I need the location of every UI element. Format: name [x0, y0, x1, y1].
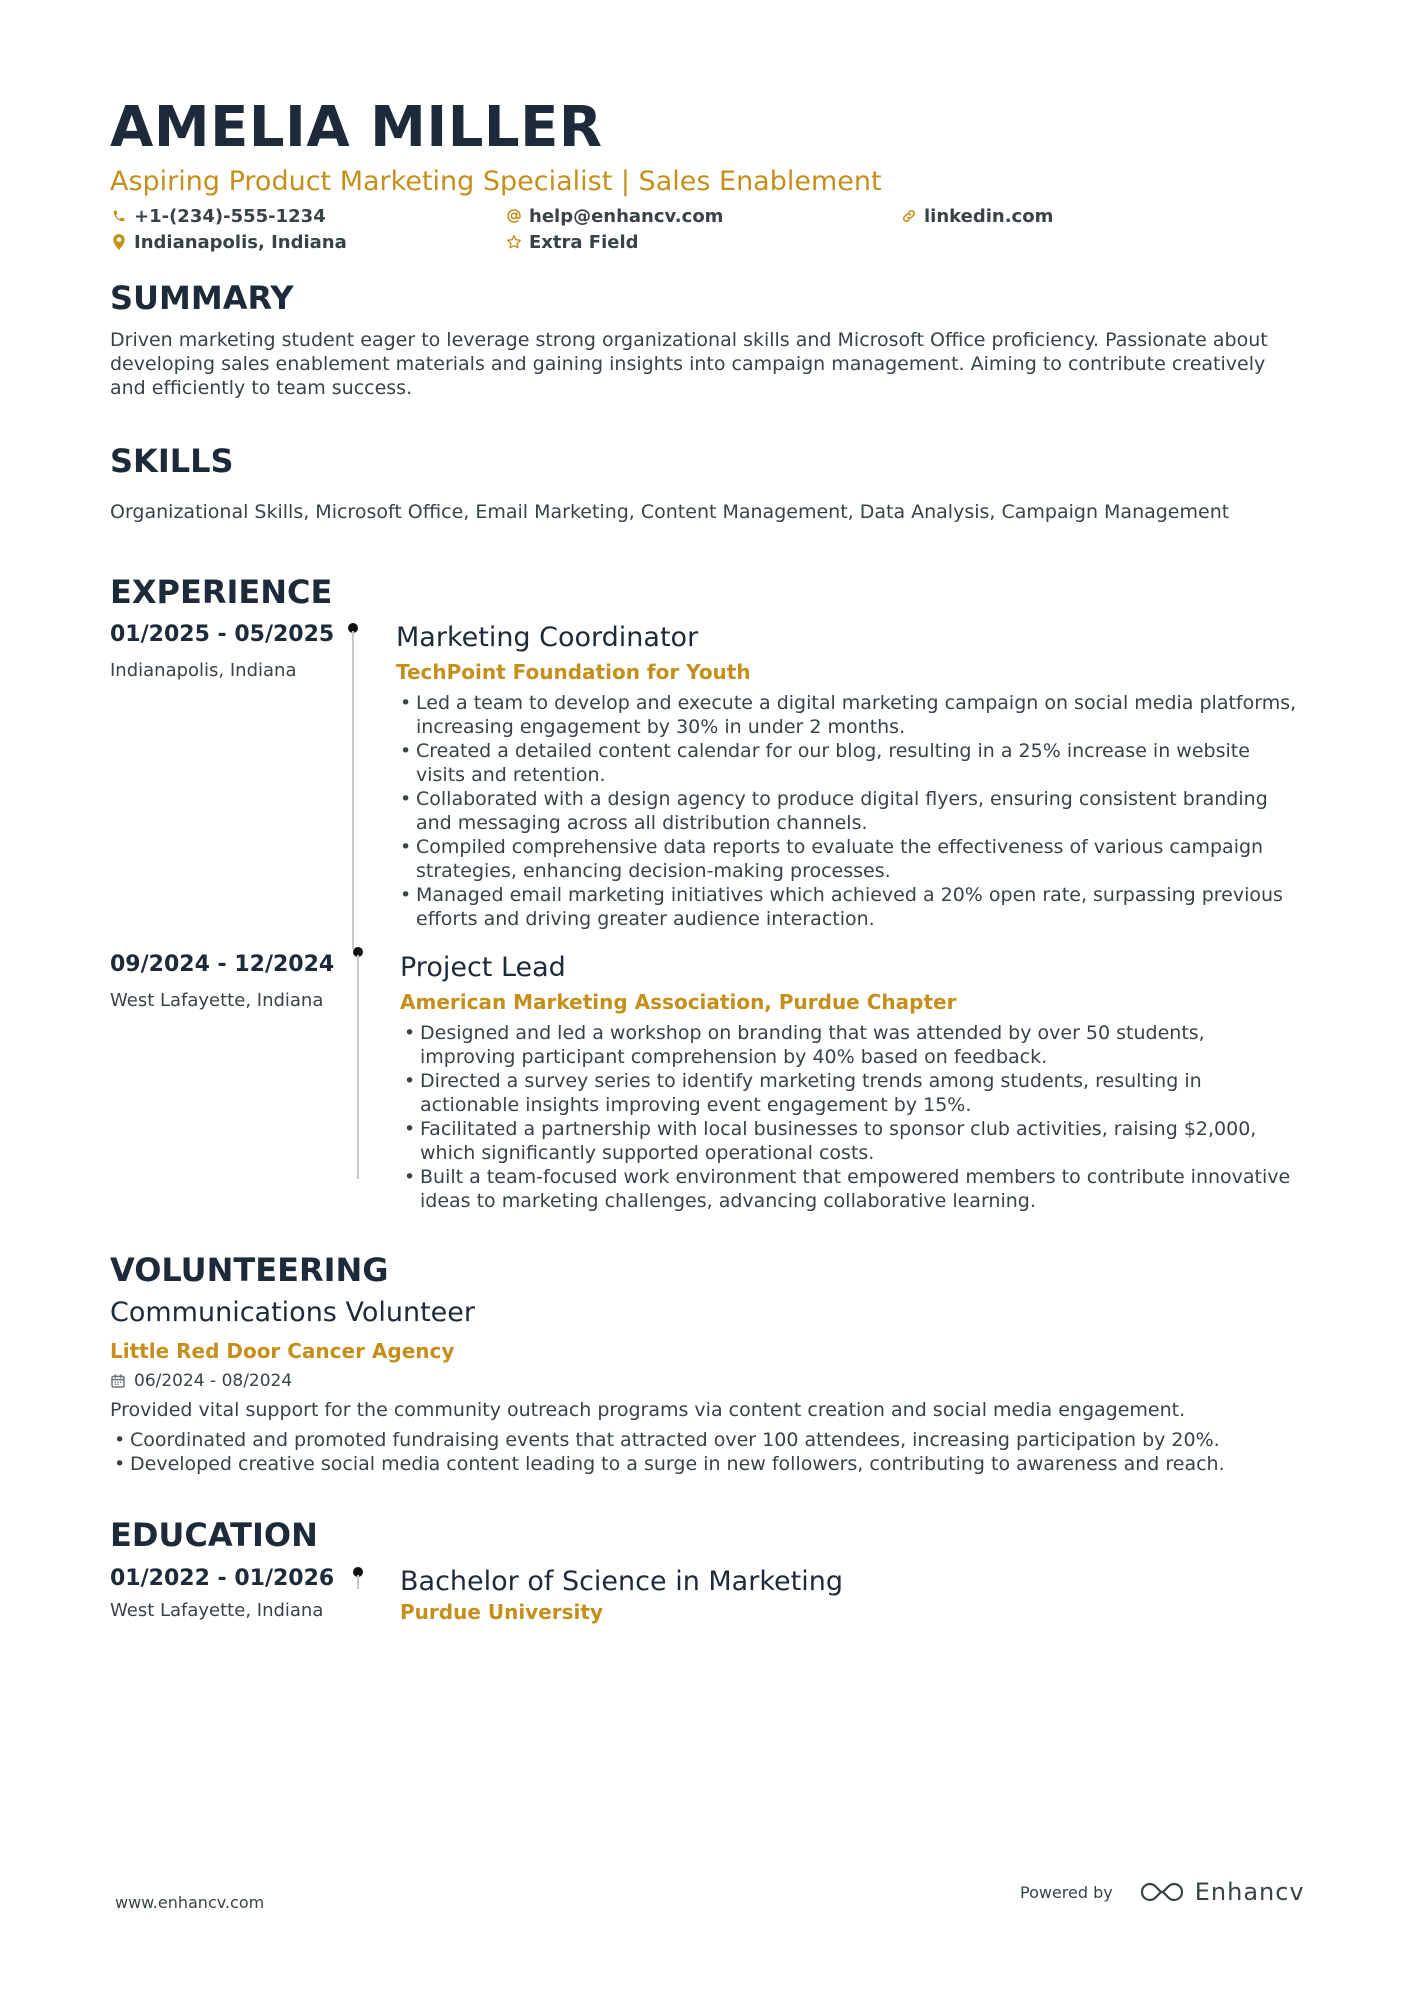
- header: [110, 95, 1310, 253]
- volunteering-title: VOLUNTEERING: [110, 1251, 389, 1289]
- volunteer-dates: [110, 1370, 1310, 1392]
- star-icon: [505, 233, 523, 251]
- education-school: Purdue University: [400, 1600, 603, 1624]
- experience-section: [110, 572, 1310, 1231]
- experience-bullets: [400, 1021, 1305, 1213]
- bullet-item: • Facilitated a partnership with local businesses to sponsor club activities, raising $2,000, which significantly supported operational costs.: [400, 1117, 1305, 1165]
- experience-meta: [110, 951, 340, 1013]
- location-text: Indianapolis, Indiana: [134, 231, 347, 253]
- contact-phone[interactable]: [110, 205, 505, 227]
- experience-company: TechPoint Foundation for Youth: [396, 660, 751, 684]
- timeline-line: [357, 1575, 359, 1589]
- volunteer-org: Little Red Door Cancer Agency: [110, 1339, 455, 1363]
- bullet-item: • Collaborated with a design agency to produce digital flyers, ensuring consistent branding and messaging across all distribution channels.: [396, 787, 1301, 835]
- summary-section: [110, 278, 1310, 400]
- bullet-item: • Led a team to develop and execute a digital marketing campaign on social media platforms, increasing engagement by 30% in under 2 months.: [396, 691, 1301, 739]
- volunteer-role: Communications Volunteer: [110, 1297, 475, 1328]
- bullet-item: • Designed and led a workshop on branding that was attended by over 50 students, improving participant comprehension by 40% based on feedback.: [400, 1021, 1305, 1069]
- candidate-name: AMELIA MILLER: [110, 95, 603, 160]
- bullet-item: • Created a detailed content calendar for our blog, resulting in a 25% increase in website visits and retention.: [396, 739, 1301, 787]
- skills-text: Organizational Skills, Microsoft Office, Email Marketing, Content Management, Data Analysis, Campaign Management: [110, 501, 1230, 523]
- link-text: linkedin.com: [924, 205, 1054, 227]
- calendar-icon: [110, 1373, 126, 1389]
- timeline-line: [357, 955, 359, 1179]
- education-item: [110, 1565, 1310, 1655]
- bullet-item: • Compiled comprehensive data reports to evaluate the effectiveness of various campaign strategies, enhancing decision-making processes.: [396, 835, 1301, 883]
- experience-dates: 09/2024 - 12/2024: [110, 952, 335, 977]
- contact-link[interactable]: [900, 205, 1295, 227]
- experience-role: Marketing Coordinator: [396, 622, 699, 653]
- education-section: [110, 1515, 1310, 1655]
- resume-page: [110, 95, 1310, 1624]
- education-details: [400, 1565, 1305, 1625]
- bullet-item: • Directed a survey series to identify marketing trends among students, resulting in actionable insights improving event engagement by 15%.: [400, 1069, 1305, 1117]
- bullet-item: • Developed creative social media content leading to a surge in new followers, contributing to awareness and reach.: [110, 1452, 1310, 1476]
- experience-dates: 01/2025 - 05/2025: [110, 622, 335, 647]
- experience-location: West Lafayette, Indiana: [110, 990, 324, 1011]
- experience-bullets: [396, 691, 1301, 931]
- education-title: EDUCATION: [110, 1516, 318, 1554]
- experience-item: [110, 951, 1310, 1231]
- education-dates: 01/2022 - 01/2026: [110, 1566, 335, 1591]
- powered-by-text: Powered by: [1020, 1882, 1113, 1902]
- phone-text: +1-(234)-555-1234: [134, 205, 326, 227]
- timeline-line: [352, 631, 354, 949]
- volunteer-bullets: [110, 1428, 1310, 1476]
- footer-branding: [1020, 1878, 1305, 1906]
- summary-title: SUMMARY: [110, 279, 294, 317]
- education-meta: [110, 1565, 340, 1623]
- footer-website[interactable]: www.enhancv.com: [115, 1893, 265, 1912]
- skills-title: SKILLS: [110, 442, 234, 480]
- phone-icon: [110, 207, 128, 225]
- experience-title: EXPERIENCE: [110, 573, 333, 611]
- contact-extra: [505, 231, 900, 253]
- bullet-item: • Managed email marketing initiatives which achieved a 20% open rate, surpassing previous efforts and driving greater audience interaction.: [396, 883, 1301, 931]
- summary-text: Driven marketing student eager to leverage strong organizational skills and Microsoft Office proficiency. Passionate about developing sales enablement materials and gaining insights into campaign management. Aiming to contribute creatively and efficiently to team success.: [110, 329, 1268, 399]
- enhancv-logo-icon: [1139, 1880, 1185, 1904]
- experience-item: [110, 621, 1310, 951]
- location-pin-icon: [110, 233, 128, 251]
- experience-location: Indianapolis, Indiana: [110, 660, 297, 681]
- volunteering-section: [110, 1250, 1310, 1476]
- experience-details: [400, 951, 1305, 1213]
- volunteer-description: Provided vital support for the community outreach programs via content creation and social media engagement.: [110, 1399, 1186, 1421]
- education-location: West Lafayette, Indiana: [110, 1600, 324, 1621]
- experience-role: Project Lead: [400, 952, 566, 983]
- experience-company: American Marketing Association, Purdue Chapter: [400, 990, 957, 1014]
- contact-list: [110, 205, 1310, 253]
- email-text: help@enhancv.com: [529, 205, 724, 227]
- bullet-item: • Coordinated and promoted fundraising events that attracted over 100 attendees, increasing participation by 20%.: [110, 1428, 1310, 1452]
- extra-text: Extra Field: [529, 231, 639, 253]
- volunteer-dates-text: 06/2024 - 08/2024: [134, 1371, 293, 1391]
- headline: Aspiring Product Marketing Specialist | Sales Enablement: [110, 166, 882, 197]
- brand-name: Enhancv: [1194, 1878, 1305, 1906]
- contact-email[interactable]: [505, 205, 900, 227]
- skills-section: [110, 441, 1310, 524]
- brand-logo[interactable]: [1139, 1878, 1305, 1906]
- experience-meta: [110, 621, 340, 683]
- at-icon: [505, 207, 523, 225]
- link-icon: [900, 207, 918, 225]
- experience-details: [396, 621, 1301, 931]
- bullet-item: • Built a team-focused work environment that empowered members to contribute innovative ideas to marketing challenges, advancing collaborative learning.: [400, 1165, 1305, 1213]
- education-degree: Bachelor of Science in Marketing: [400, 1566, 843, 1597]
- contact-location: [110, 231, 505, 253]
